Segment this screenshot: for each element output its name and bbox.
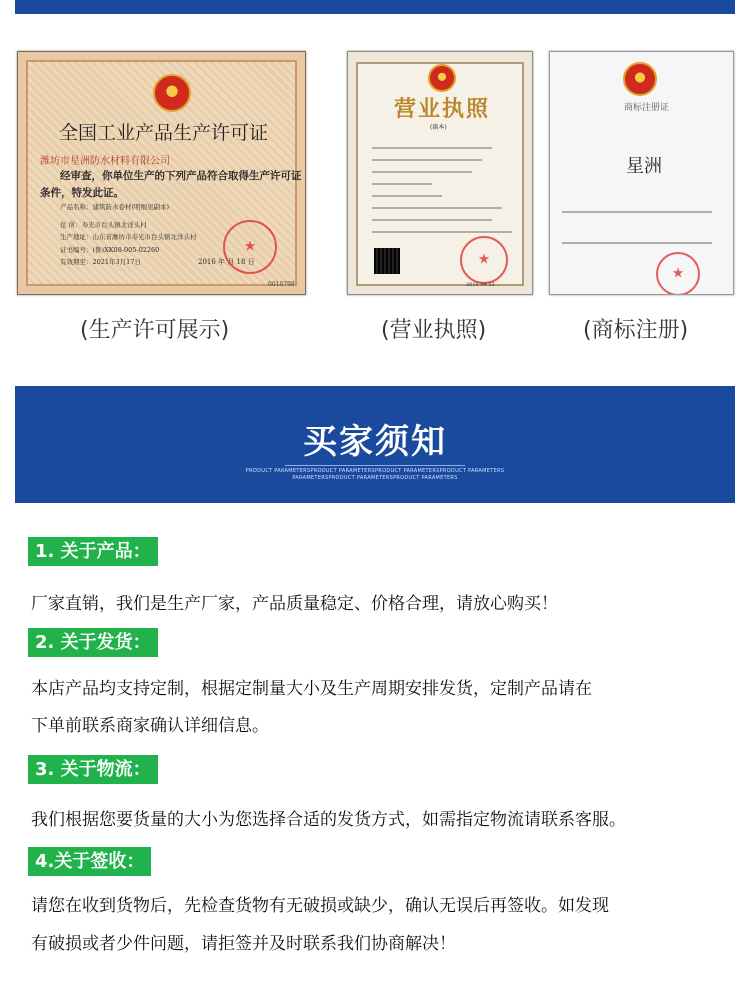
banner-subtitle-2: PARAMETERSPRODUCT PARAMETERSPRODUCT PARAMETERS <box>292 475 458 481</box>
trademark-header: 商标注册证 <box>624 103 670 113</box>
caption-trademark: (商标注册) <box>583 318 689 343</box>
trademark-certificate-image <box>549 51 734 295</box>
business-license-subtitle: (副本) <box>430 124 447 131</box>
banner-subtitle-1: PRODUCT PARAMETERSPRODUCT PARAMETERSPRODUCT PARAMETERSPRODUCT PARAMETERS <box>245 468 505 474</box>
text-line <box>562 211 712 213</box>
license-serial: 0010798 <box>268 281 295 288</box>
red-seal-stamp <box>460 236 508 284</box>
qr-code-icon <box>374 248 400 274</box>
section-label-product: 1. 关于产品： <box>28 537 158 566</box>
red-seal-stamp <box>223 220 277 274</box>
text-line <box>372 147 492 149</box>
national-emblem-icon <box>153 74 191 112</box>
license-cert-no: 证书编号：(鲁)XK08-005-02260 <box>60 246 160 254</box>
business-license-image <box>347 51 533 295</box>
text-line <box>372 159 482 161</box>
license-statement-2: 条件，特发此证。 <box>40 187 124 199</box>
section-label-shipping: 2. 关于发货： <box>28 628 158 657</box>
production-license-image <box>17 51 306 295</box>
license-product: 产品名称：建筑防水卷材(明细见副本) <box>60 203 170 211</box>
text-line <box>562 242 712 244</box>
business-license-date: 2016 04 22 <box>466 282 495 288</box>
section-text-shipping-2: 下单前联系商家确认详细信息。 <box>31 716 269 736</box>
buyer-notice-banner <box>15 386 735 503</box>
text-line <box>372 195 442 197</box>
text-line <box>372 207 502 209</box>
trademark-brand: 星洲 <box>626 156 662 177</box>
text-line <box>372 183 432 185</box>
license-title: 全国工业产品生产许可证 <box>59 122 269 144</box>
business-license-title: 营业执照 <box>394 96 491 122</box>
section-label-receipt: 4.关于签收： <box>28 847 151 876</box>
national-emblem-icon <box>623 62 657 96</box>
national-emblem-icon <box>428 64 456 92</box>
caption-production-license: (生产许可展示) <box>80 318 230 343</box>
banner-divider <box>285 465 465 466</box>
text-line <box>372 219 492 221</box>
license-date: 2016 年 月 18 日 <box>198 258 255 266</box>
section-text-shipping-1: 本店产品均支持定制，根据定制量大小及生产周期安排发货，定制产品请在 <box>31 679 592 699</box>
caption-business-license: (营业执照) <box>381 318 487 343</box>
license-address: 住 所：寿光市台头镇北洋头村 <box>60 221 147 229</box>
license-factory: 生产地址：山东省潍坊市寿光市台头镇北洋头村 <box>60 233 197 241</box>
license-company: 潍坊市星洲防水材料有限公司 <box>40 156 170 167</box>
license-statement-1: 经审查，你单位生产的下列产品符合取得生产许可证 <box>60 170 302 182</box>
section-text-logistics: 我们根据您要货量的大小为您选择合适的发货方式，如需指定物流请联系客服。 <box>31 810 626 830</box>
banner-title: 买家须知 <box>303 422 447 462</box>
section-text-receipt-2: 有破损或者少件问题，请拒签并及时联系我们协商解决！ <box>31 934 456 954</box>
text-line <box>372 171 472 173</box>
text-line <box>372 231 512 233</box>
license-valid: 有效期至：2021年3月17日 <box>60 258 141 266</box>
top-bar <box>15 0 735 14</box>
section-text-receipt-1: 请您在收到货物后，先检查货物有无破损或缺少，确认无误后再签收。如发现 <box>31 896 609 916</box>
section-text-product: 厂家直销，我们是生产厂家，产品质量稳定、价格合理，请放心购买！ <box>31 594 558 614</box>
section-label-logistics: 3. 关于物流： <box>28 755 158 784</box>
red-seal-stamp <box>656 252 700 295</box>
